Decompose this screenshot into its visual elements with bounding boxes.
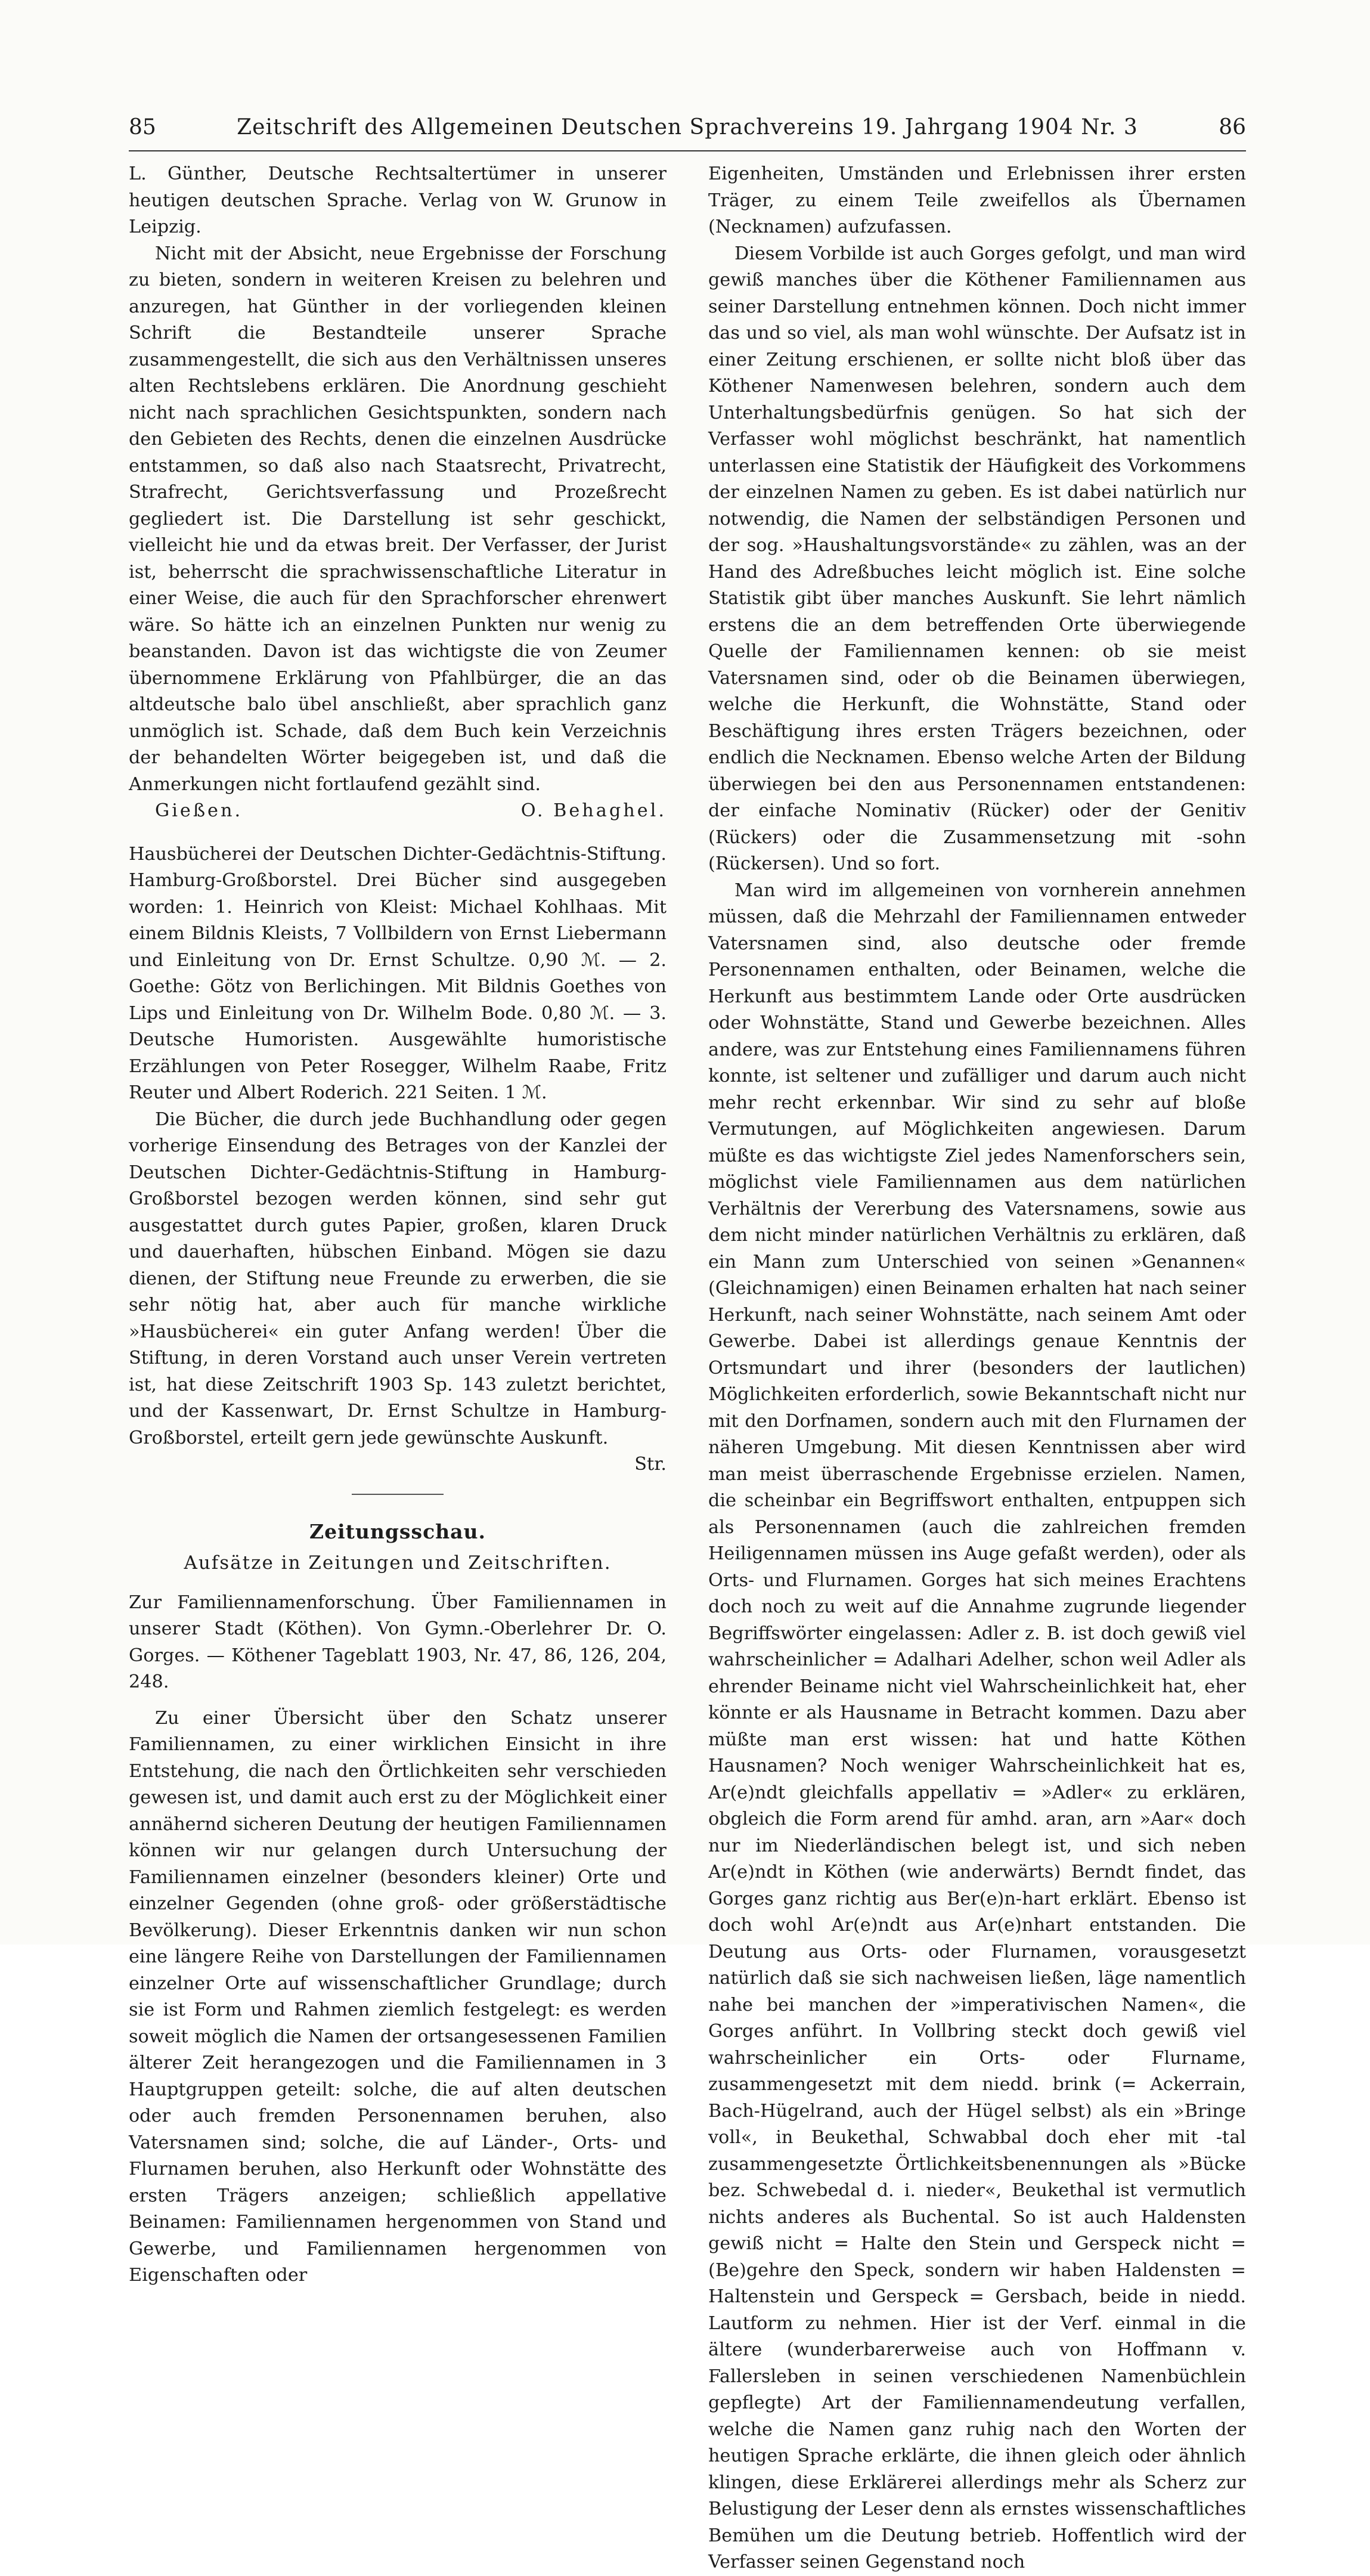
article-body: Diesem Vorbilde ist auch Gorges gefolgt, und man wird gewiß manches über die Köthener Familiennamen aus seiner Darstellung entnehmen können. Doch nicht immer das und so viel, als man wohl wünschte. Der Aufsatz ist in einer Zeitung erschienen, er sollte nicht bloß über das Köthener Namenwesen belehren, sondern auch dem Unterhaltungsbedürfnis genügen. So hat sich der Verfasser wohl möglichst beschränkt, hat namentlich unterlassen eine Statistik der Häufigkeit des Vorkommens der einzelnen Namen zu geben. Es ist dabei natürlich nur notwendig, die Namen der selbständigen Personen und der sog. »Haushaltungsvorstände« zu zählen, was an der Hand des Adreßbuches leicht möglich ist. Eine solche Statistik gibt über manches Auskunft. Sie lehrt nämlich erstens die an dem betreffenden Orte überwiegende Quelle der Familiennamen kennen: ob sie meist Vatersnamen sind, oder ob die Beinamen überwiegen, welche die Herkunft, die Wohnstätte, Stand oder Beschäftigung ihres ersten Trägers bezeichnen, oder endlich die Necknamen. Ebenso welche Arten der Bildung überwiegen bei den aus Personennamen entstandenen: der einfache Nominativ (Rücker) oder der Genitiv (Rückers) oder die Zusammensetzung mit -sohn (Rückersen). Und so fort. <box>708 243 1246 874</box>
section-divider <box>352 1494 444 1495</box>
article-body: Man wird im allgemeinen von vornherein annehmen müssen, daß die Mehrzahl der Familiennamen entweder Vatersnamen sind, also deutsche oder fremde Personennamen enthalten, oder Beinamen, welche die Herkunft aus bestimmtem Lande oder Orte ausdrücken oder Wohnstätte, Stand und Gewerbe bezeichnen. Alles andere, was zur Entstehung eines Familiennamens führen konnte, ist seltener und zufälliger und darum auch nicht mehr recht erkennbar. Wir sind zu sehr auf bloße Vermutungen, auf Möglichkeiten angewiesen. Darum müßte es das wichtigste Ziel jedes Namenforschers sein, möglichst viele Familiennamen aus dem natürlichen Verhältnis der Vererbung des Vatersnamens, sowie aus dem nicht minder natürlichen Verhältnis zu erklären, daß ein Mann zum Unterschied von seinen »Genannen« (Gleichnamigen) einen Beinamen erhalten hat nach seiner Herkunft, nach seiner Wohnstätte, nach seinem Amt oder Gewerbe. Dabei ist allerdings genaue Kenntnis der Ortsmundart und ihrer (besonders der lautlichen) Möglichkeiten erforderlich, sowie Bekanntschaft nicht nur mit den Dorfnamen, sondern auch mit den Flurnamen der näheren Umgebung. Mit diesen Kenntnissen aber wird man meist überraschende Ergebnisse erzielen. Namen, die scheinbar ein Begriffswort enthalten, entpuppen sich als Personennamen (auch die zahlreichen fremden Heiligennamen müssen ins Auge gefaßt werden), oder als Orts- und Flurnamen. Gorges hat sich meines Erachtens doch noch zu weit auf die Annahme zugrunde liegender Begriffswörter eingelassen: Adler z. B. ist doch gewiß viel wahrscheinlicher = Adalhari Adelher, schon weil Adler als ehrender Beiname nicht viel Wahrscheinlichkeit hat, eher könnte er als Hausname in Betracht kommen. Dazu aber müßte man erst wissen: hat und hatte Köthen Hausnamen? Noch weniger Wahrscheinlichkeit hat es, Ar(e)ndt gleichfalls appellativ = »Adler« zu erklären, obgleich die Form arend für amhd. aran, arn »Aar« doch nur im Niederländischen belegt ist, und sich neben Ar(e)ndt in Köthen (wie anderwärts) Berndt findet, das Gorges ganz richtig aus Ber(e)n-hart erklärt. Ebenso ist doch wohl Ar(e)ndt aus Ar(e)nhart entstanden. Die Deutung aus Orts- oder Flurnamen, vorausgesetzt natürlich daß sie sich nachweisen ließen, läge namentlich nahe bei manchen der »imperativischen Namen«, die Gorges anführt. In Vollbring steckt doch gewiß viel wahrscheinlicher ein Orts- oder Flurname, zusammengesetzt mit dem niedd. brink (= Ackerrain, Bach-Hügelrand, auch der Hügel selbst) als ein »Bringe voll«, in Beukethal, Schwabbal doch eher mit -tal zusammengesetzte Örtlichkeitsbenennungen als »Bücke bez. Schwebedal d. i. nieder«, Beukethal ist vermutlich nichts anderes als Buchental. So ist auch Haldensten gewiß nicht = Halte den Stein und Gerspeck nicht = (Be)gehre den Speck, sondern wir haben Haldensten = Haltenstein und Gerspeck = Gersbach, beide in niedd. Lautform zu nehmen. Hier ist der Verf. einmal in die ältere (wunderbarerweise auch von Hoffmann v. Fallersleben in seinen verschiedenen Namenbüchlein gepflegte) Art der Familiennamendeutung verfallen, welche die Namen ganz ruhig nach den Worten der heutigen Sprache erklärte, die ihnen gleich oder ähnlich klingen, diese Erklärerei allerdings mehr als Scherz zur Belustigung der Leser denn als ernstes wissenschaftliches Bemühen um die Deutung betrieb. Hoffentlich wird der Verfasser seinen Gegenstand noch <box>708 880 1246 2572</box>
article-heading: Zur Familiennamenforschung. Über Familiennamen in unserer Stadt (Köthen). Von Gymn.-Oberlehrer Dr. O. Gorges. — Köthener Tageblatt 1903, Nr. 47, 86, 126, 204, 248. <box>129 1592 667 1692</box>
left-column <box>129 161 667 2289</box>
page-number-left: 85 <box>129 115 156 140</box>
review-body: Die Bücher, die durch jede Buchhandlung oder gegen vorherige Einsendung des Betrages von der Kanzlei der Deutschen Dichter-Gedächtnis-Stiftung in Hamburg-Großborstel bezogen werden können, sind sehr gut ausgestattet durch gutes Papier, großen, klaren Druck und dauerhaften, hübschen Einband. Mögen sie dazu dienen, der Stiftung neue Freunde zu erwerben, die sie sehr nötig hat, aber auch für manche wirkliche »Hausbücherei« ein guter Anfang werden! Über die Stiftung, in deren Vorstand auch unser Verein vertreten ist, hat diese Zeitschrift 1903 Sp. 143 zuletzt berichtet, und der Kassenwart, Dr. Ernst Schultze in Hamburg-Großborstel, erteilt gern jede gewünschte Auskunft. <box>129 1109 667 1448</box>
header-rule <box>129 150 1246 151</box>
section-subtitle: Aufsätze in Zeitungen und Zeitschriften. <box>184 1552 612 1574</box>
review-body: Nicht mit der Absicht, neue Ergebnisse der Forschung zu bieten, sondern in weiteren Kreisen zu belehren und anzuregen, hat Günther in der vorliegenden kleinen Schrift die Bestandteile unserer Sprache zusammengestellt, die sich aus den Verhältnissen unseres alten Rechtslebens erklären. Die Anordnung geschieht nicht nach sprachlichen Gesichtspunkten, sondern nach den Gebieten des Rechts, denen die einzelnen Ausdrücke entstammen, so daß also nach Staatsrecht, Privatrecht, Strafrecht, Gerichtsverfassung und Prozeßrecht gegliedert ist. Die Darstellung ist sehr geschickt, vielleicht hie und da etwas breit. Der Verfasser, der Jurist ist, beherrscht die sprachwissenschaftliche Literatur in einer Weise, die auch für den Sprachforscher ehrenwert wäre. So hätte ich an einzelnen Punkten nur wenig zu beanstanden. Davon ist das wichtigste die von Zeumer übernommene Erklärung von Pfahlbürger, die an das altdeutsche balo übel anschließt, aber sprachlich ganz unmöglich ist. Schade, daß dem Buch kein Verzeichnis der behandelten Wörter beigegeben ist, und daß die Anmerkungen nicht fortlaufend gezählt sind. <box>129 243 667 795</box>
review-author: Str. <box>634 1454 667 1475</box>
article-body: Zu einer Übersicht über den Schatz unserer Familiennamen, zu einer wirklichen Einsicht in ihre Entstehung, die nach den Örtlichkeiten sehr verschieden gewesen ist, und damit auch erst zu der Möglichkeit einer annähernd sicheren Deutung der heutigen Familiennamen können wir nur gelangen durch Untersuchung der Familiennamen einzelner (besonders kleiner) Orte und einzelner Gegenden (ohne groß- oder größerstädtische Bevölkerung). Dieser Erkenntnis danken wir nun schon eine längere Reihe von Darstellungen der Familiennamen einzelner Orte auf wissenschaftlicher Grundlage; durch sie ist Form und Rahmen ziemlich festgelegt: es werden soweit möglich die Namen der ortsangesessenen Familien älterer Zeit herangezogen und die Familiennamen in 3 Hauptgruppen geteilt: solche, die auf alten deutschen oder auch fremden Personennamen beruhen, also Vatersnamen sind; solche, die auf Länder-, Orts- und Flurnamen beruhen, also Herkunft oder Wohnstätte des ersten Trägers anzeigen; schließlich appellative Beinamen: Familiennamen hergenommen von Stand und Gewerbe, und Familiennamen hergenommen von Eigenschaften oder <box>129 1707 667 2286</box>
review-heading: L. Günther, Deutsche Rechtsaltertümer in unserer heutigen deutschen Sprache. Verlag von W. Grunow in Leipzig. <box>129 163 667 237</box>
right-column <box>708 161 1246 2576</box>
page-number-right: 86 <box>1219 115 1246 140</box>
running-header <box>129 111 1246 144</box>
review-heading: Hausbücherei der Deutschen Dichter-Gedächtnis-Stiftung. Hamburg-Großborstel. Drei Bücher sind ausgegeben worden: 1. Heinrich von Kleist: Michael Kohlhaas. Mit einem Bildnis Kleists, 7 Vollbildern von Ernst Liebermann und Einleitung von Dr. Ernst Schultze. 0,90 ℳ. — 2. Goethe: Götz von Berlichingen. Mit Bildnis Goethes von Lips und Einleitung von Dr. Wilhelm Bode. 0,80 ℳ. — 3. Deutsche Humoristen. Ausgewählte humoristische Erzählungen von Peter Rosegger, Wilhelm Raabe, Fritz Reuter und Albert Roderich. 221 Seiten. 1 ℳ. <box>129 843 667 1103</box>
review-place: Gießen. <box>155 800 243 821</box>
article-body: Eigenheiten, Umständen und Erlebnissen ihrer ersten Träger, zu einem Teile zweifellos als Übernamen (Necknamen) aufzufassen. <box>708 163 1246 237</box>
review-signature <box>129 798 667 825</box>
review-author: O. Behaghel. <box>520 800 667 821</box>
journal-title: Zeitschrift des Allgemeinen Deutschen Sprachvereins 19. Jahrgang 1904 Nr. 3 <box>237 115 1138 140</box>
section-title: Zeitungsschau. <box>309 1519 486 1543</box>
